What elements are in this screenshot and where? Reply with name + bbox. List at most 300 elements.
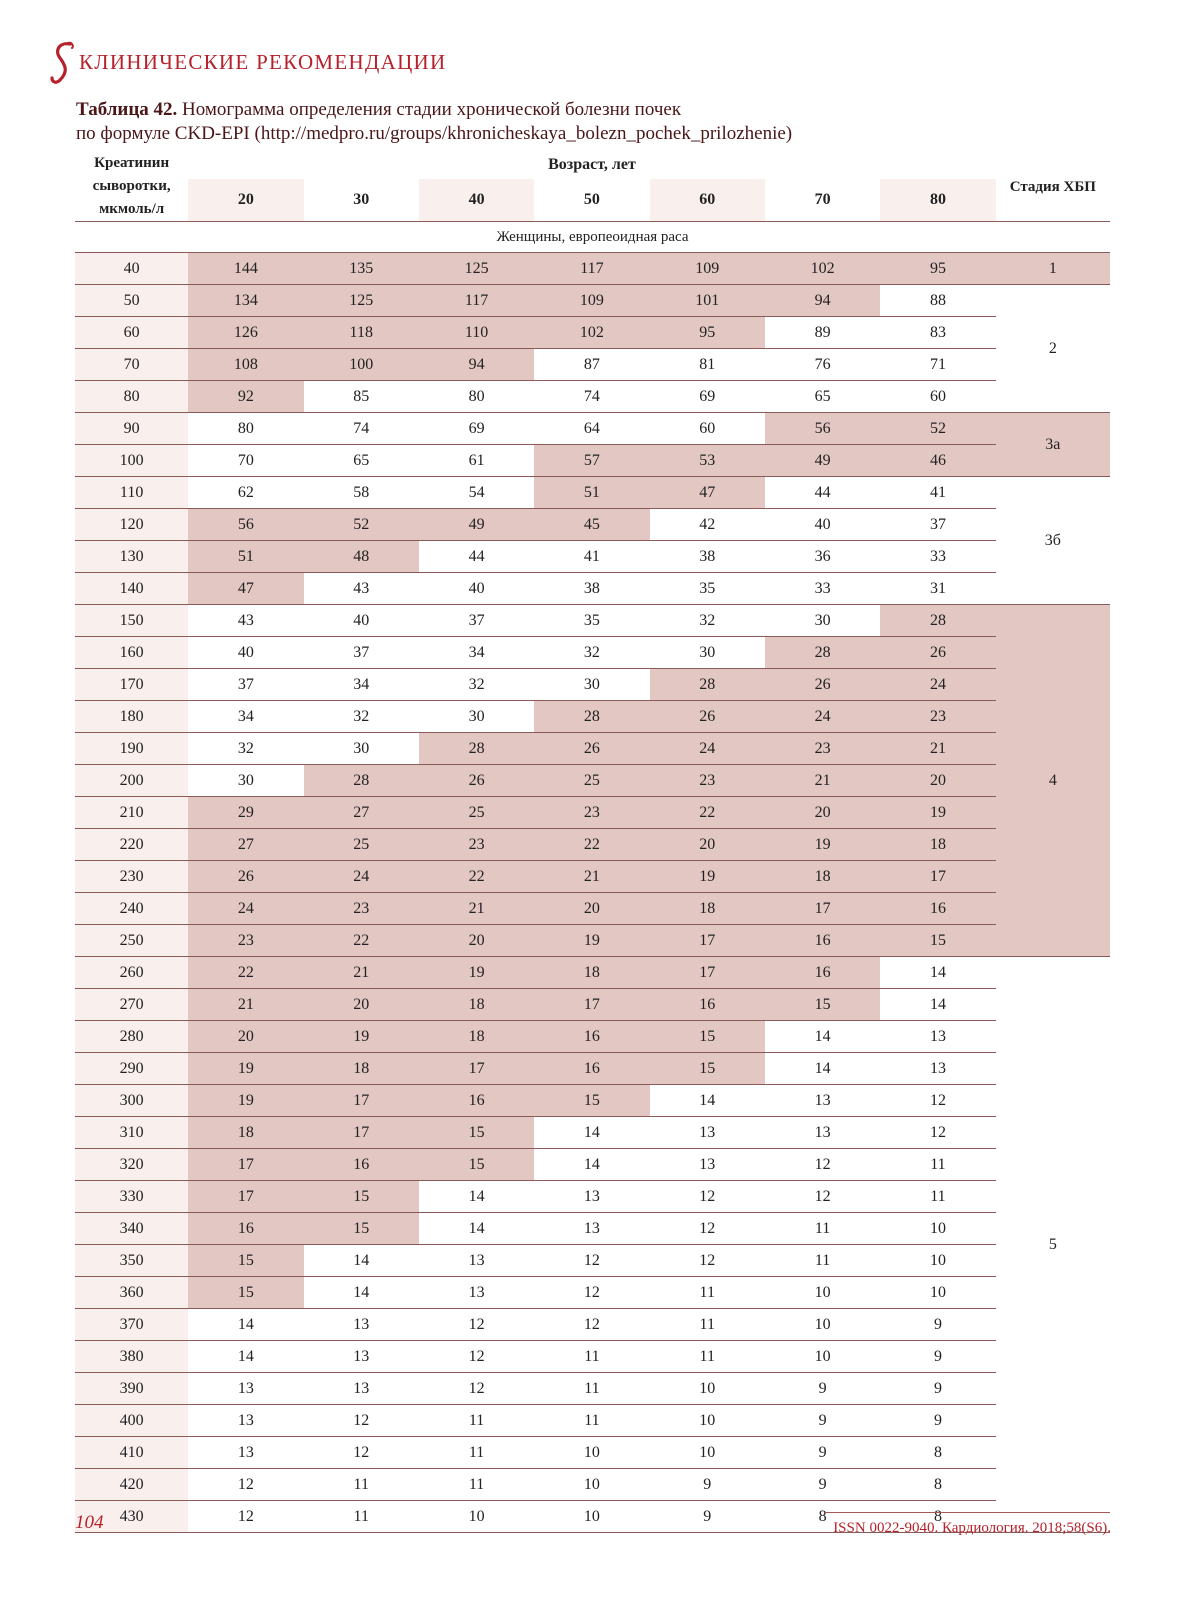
gfr-value-cell: 10 (880, 1277, 995, 1309)
gfr-value-cell: 25 (419, 797, 534, 829)
gfr-value-cell: 18 (419, 989, 534, 1021)
section-title: КЛИНИЧЕСКИЕ РЕКОМЕНДАЦИИ (79, 50, 447, 74)
gfr-value-cell: 126 (188, 317, 303, 349)
gfr-value-cell: 12 (188, 1501, 303, 1533)
gfr-value-cell: 13 (765, 1117, 880, 1149)
gfr-value-cell: 15 (188, 1277, 303, 1309)
gfr-value-cell: 109 (650, 253, 765, 285)
caption-table-number: Таблица 42. (76, 99, 178, 120)
gfr-value-cell: 11 (650, 1341, 765, 1373)
gfr-value-cell: 8 (765, 1501, 880, 1533)
gfr-value-cell: 18 (419, 1021, 534, 1053)
gfr-value-cell: 29 (188, 797, 303, 829)
gfr-value-cell: 25 (304, 829, 419, 861)
gfr-value-cell: 36 (765, 541, 880, 573)
gfr-value-cell: 15 (304, 1213, 419, 1245)
gfr-value-cell: 20 (880, 765, 995, 797)
gfr-value-cell: 14 (880, 989, 995, 1021)
gfr-value-cell: 14 (650, 1085, 765, 1117)
gfr-value-cell: 10 (534, 1501, 649, 1533)
gfr-value-cell: 54 (419, 477, 534, 509)
creatinine-cell: 180 (75, 701, 188, 733)
gfr-value-cell: 13 (188, 1373, 303, 1405)
table-row (75, 285, 1110, 317)
gfr-value-cell: 26 (188, 861, 303, 893)
gfr-value-cell: 16 (188, 1213, 303, 1245)
gfr-value-cell: 13 (880, 1021, 995, 1053)
stage-cell: 3б (996, 477, 1110, 605)
gfr-value-cell: 20 (419, 925, 534, 957)
table-row (75, 829, 1110, 861)
gfr-value-cell: 13 (534, 1181, 649, 1213)
gfr-value-cell: 21 (188, 989, 303, 1021)
creatinine-cell: 160 (75, 637, 188, 669)
gfr-value-cell: 37 (304, 637, 419, 669)
gfr-value-cell: 10 (650, 1373, 765, 1405)
gfr-value-cell: 109 (534, 285, 649, 317)
gfr-value-cell: 22 (304, 925, 419, 957)
header-stage: Стадия ХБП (996, 152, 1110, 222)
gfr-value-cell: 19 (880, 797, 995, 829)
gfr-value-cell: 13 (534, 1213, 649, 1245)
gfr-value-cell: 16 (534, 1053, 649, 1085)
gfr-value-cell: 21 (880, 733, 995, 765)
table-row (75, 1373, 1110, 1405)
gfr-value-cell: 102 (534, 317, 649, 349)
gfr-value-cell: 52 (304, 509, 419, 541)
gfr-value-cell: 14 (765, 1021, 880, 1053)
gfr-value-cell: 70 (188, 445, 303, 477)
table-row (75, 509, 1110, 541)
gfr-value-cell: 14 (534, 1117, 649, 1149)
table-row (75, 605, 1110, 637)
gfr-value-cell: 18 (188, 1117, 303, 1149)
gfr-value-cell: 11 (880, 1181, 995, 1213)
gfr-value-cell: 40 (188, 637, 303, 669)
gfr-value-cell: 34 (304, 669, 419, 701)
gfr-value-cell: 37 (880, 509, 995, 541)
gfr-value-cell: 21 (765, 765, 880, 797)
gfr-value-cell: 18 (765, 861, 880, 893)
gfr-value-cell: 9 (765, 1469, 880, 1501)
gfr-value-cell: 23 (880, 701, 995, 733)
gfr-value-cell: 17 (650, 925, 765, 957)
creatinine-cell: 140 (75, 573, 188, 605)
gfr-value-cell: 37 (188, 669, 303, 701)
gfr-value-cell: 8 (880, 1469, 995, 1501)
gfr-value-cell: 10 (419, 1501, 534, 1533)
table-row (75, 1405, 1110, 1437)
group-label: Женщины, европеоидная раса (75, 222, 1110, 253)
creatinine-cell: 370 (75, 1309, 188, 1341)
gfr-value-cell: 17 (188, 1181, 303, 1213)
gfr-value-cell: 22 (188, 957, 303, 989)
gfr-value-cell: 74 (304, 413, 419, 445)
gfr-value-cell: 49 (765, 445, 880, 477)
creatinine-cell: 130 (75, 541, 188, 573)
gfr-value-cell: 11 (304, 1469, 419, 1501)
age-header-cell: 80 (880, 179, 995, 222)
age-header-cell: 70 (765, 179, 880, 222)
creatinine-cell: 360 (75, 1277, 188, 1309)
gfr-value-cell: 26 (880, 637, 995, 669)
gfr-value-cell: 11 (304, 1501, 419, 1533)
table-row (75, 957, 1110, 989)
gfr-value-cell: 23 (419, 829, 534, 861)
gfr-value-cell: 34 (419, 637, 534, 669)
gfr-value-cell: 44 (765, 477, 880, 509)
gfr-value-cell: 26 (419, 765, 534, 797)
stage-cell: 5 (996, 957, 1110, 1533)
age-header-cell: 50 (534, 179, 649, 222)
gfr-value-cell: 12 (419, 1309, 534, 1341)
creatinine-cell: 400 (75, 1405, 188, 1437)
gfr-value-cell: 17 (419, 1053, 534, 1085)
gfr-value-cell: 26 (650, 701, 765, 733)
gfr-value-cell: 60 (650, 413, 765, 445)
gfr-value-cell: 64 (534, 413, 649, 445)
gfr-value-cell: 40 (765, 509, 880, 541)
gfr-value-cell: 11 (765, 1213, 880, 1245)
gfr-value-cell: 58 (304, 477, 419, 509)
creatinine-cell: 220 (75, 829, 188, 861)
gfr-value-cell: 18 (304, 1053, 419, 1085)
gfr-value-cell: 10 (534, 1437, 649, 1469)
gfr-value-cell: 12 (650, 1245, 765, 1277)
gfr-value-cell: 45 (534, 509, 649, 541)
creatinine-cell: 280 (75, 1021, 188, 1053)
table-row (75, 669, 1110, 701)
gfr-value-cell: 31 (880, 573, 995, 605)
table-row (75, 477, 1110, 509)
table-row (75, 925, 1110, 957)
gfr-value-cell: 13 (765, 1085, 880, 1117)
table-caption (76, 98, 1116, 146)
gfr-value-cell: 11 (419, 1405, 534, 1437)
gfr-value-cell: 41 (534, 541, 649, 573)
table-row (75, 445, 1110, 477)
gfr-value-cell: 85 (304, 381, 419, 413)
gfr-value-cell: 20 (650, 829, 765, 861)
gfr-value-cell: 19 (419, 957, 534, 989)
gfr-value-cell: 33 (880, 541, 995, 573)
gfr-value-cell: 125 (419, 253, 534, 285)
creatinine-cell: 200 (75, 765, 188, 797)
gfr-value-cell: 23 (765, 733, 880, 765)
gfr-value-cell: 38 (534, 573, 649, 605)
gfr-value-cell: 18 (650, 893, 765, 925)
gfr-value-cell: 74 (534, 381, 649, 413)
table-row (75, 1309, 1110, 1341)
gfr-value-cell: 10 (534, 1469, 649, 1501)
gfr-value-cell: 10 (880, 1213, 995, 1245)
gfr-value-cell: 26 (765, 669, 880, 701)
gfr-value-cell: 17 (765, 893, 880, 925)
creatinine-cell: 150 (75, 605, 188, 637)
creatinine-cell: 410 (75, 1437, 188, 1469)
gfr-value-cell: 17 (304, 1117, 419, 1149)
gfr-value-cell: 16 (419, 1085, 534, 1117)
gfr-value-cell: 30 (650, 637, 765, 669)
gfr-value-cell: 15 (650, 1053, 765, 1085)
gfr-value-cell: 21 (534, 861, 649, 893)
gfr-value-cell: 144 (188, 253, 303, 285)
gfr-value-cell: 8 (880, 1437, 995, 1469)
gfr-value-cell: 65 (304, 445, 419, 477)
table-row (75, 317, 1110, 349)
gfr-value-cell: 10 (765, 1277, 880, 1309)
table-row (75, 253, 1110, 285)
gfr-value-cell: 100 (304, 349, 419, 381)
table-row (75, 1149, 1110, 1181)
creatinine-cell: 190 (75, 733, 188, 765)
table-row (75, 861, 1110, 893)
creatinine-cell: 250 (75, 925, 188, 957)
table-row (75, 1181, 1110, 1213)
gfr-value-cell: 30 (419, 701, 534, 733)
gfr-value-cell: 71 (880, 349, 995, 381)
gfr-value-cell: 15 (534, 1085, 649, 1117)
gfr-value-cell: 9 (880, 1309, 995, 1341)
header-age: Возраст, лет (548, 156, 636, 174)
gfr-value-cell: 23 (650, 765, 765, 797)
gfr-value-cell: 17 (880, 861, 995, 893)
creatinine-cell: 260 (75, 957, 188, 989)
gfr-value-cell: 22 (419, 861, 534, 893)
table-row (75, 637, 1110, 669)
gfr-value-cell: 13 (880, 1053, 995, 1085)
gfr-value-cell: 12 (419, 1373, 534, 1405)
table-row (75, 573, 1110, 605)
gfr-value-cell: 23 (188, 925, 303, 957)
gfr-value-cell: 9 (765, 1373, 880, 1405)
gfr-value-cell: 40 (304, 605, 419, 637)
gfr-value-cell: 13 (419, 1245, 534, 1277)
gfr-value-cell: 27 (304, 797, 419, 829)
gfr-value-cell: 43 (188, 605, 303, 637)
stage-cell: 1 (996, 253, 1110, 285)
gfr-value-cell: 15 (765, 989, 880, 1021)
creatinine-cell: 240 (75, 893, 188, 925)
creatinine-cell: 110 (75, 477, 188, 509)
gfr-value-cell: 53 (650, 445, 765, 477)
gfr-value-cell: 28 (880, 605, 995, 637)
gfr-value-cell: 14 (419, 1213, 534, 1245)
creatinine-cell: 340 (75, 1213, 188, 1245)
gfr-value-cell: 10 (650, 1437, 765, 1469)
gfr-value-cell: 26 (534, 733, 649, 765)
gfr-value-cell: 20 (188, 1021, 303, 1053)
creatinine-cell: 80 (75, 381, 188, 413)
creatinine-cell: 230 (75, 861, 188, 893)
creatinine-cell: 350 (75, 1245, 188, 1277)
gfr-value-cell: 25 (534, 765, 649, 797)
gfr-value-cell: 40 (419, 573, 534, 605)
journal-citation: ISSN 0022-9040. Кардиология. 2018;58(S6). (833, 1520, 1111, 1536)
gfr-value-cell: 101 (650, 285, 765, 317)
gfr-value-cell: 19 (188, 1053, 303, 1085)
creatinine-cell: 60 (75, 317, 188, 349)
gfr-value-cell: 11 (419, 1469, 534, 1501)
gfr-value-cell: 17 (188, 1149, 303, 1181)
gfr-value-cell: 88 (880, 285, 995, 317)
gfr-value-cell: 32 (419, 669, 534, 701)
gfr-value-cell: 8 (880, 1501, 995, 1533)
gfr-value-cell: 118 (304, 317, 419, 349)
stage-cell: 2 (996, 285, 1110, 413)
gfr-value-cell: 24 (880, 669, 995, 701)
gfr-value-cell: 24 (765, 701, 880, 733)
gfr-value-cell: 16 (650, 989, 765, 1021)
gfr-value-cell: 13 (304, 1373, 419, 1405)
journal-logo-icon (46, 38, 80, 88)
gfr-value-cell: 16 (534, 1021, 649, 1053)
gfr-value-cell: 13 (304, 1341, 419, 1373)
gfr-value-cell: 102 (765, 253, 880, 285)
gfr-value-cell: 12 (304, 1437, 419, 1469)
gfr-value-cell: 17 (650, 957, 765, 989)
creatinine-cell: 330 (75, 1181, 188, 1213)
gfr-value-cell: 28 (650, 669, 765, 701)
gfr-value-cell: 11 (419, 1437, 534, 1469)
gfr-value-cell: 11 (765, 1245, 880, 1277)
gfr-value-cell: 30 (188, 765, 303, 797)
gfr-value-cell: 13 (304, 1309, 419, 1341)
table-row (75, 733, 1110, 765)
age-header-cell: 20 (188, 179, 303, 222)
gfr-value-cell: 9 (880, 1373, 995, 1405)
gfr-value-cell: 13 (650, 1149, 765, 1181)
gfr-value-cell: 10 (650, 1405, 765, 1437)
creatinine-cell: 70 (75, 349, 188, 381)
table-row (75, 1245, 1110, 1277)
gfr-value-cell: 110 (419, 317, 534, 349)
gfr-value-cell: 24 (304, 861, 419, 893)
age-header-cell: 40 (419, 179, 534, 222)
gfr-value-cell: 62 (188, 477, 303, 509)
caption-title: Номограмма определения стадии хронической болезни почек (182, 99, 682, 120)
creatinine-cell: 100 (75, 445, 188, 477)
gfr-value-cell: 14 (188, 1309, 303, 1341)
gfr-value-cell: 11 (534, 1373, 649, 1405)
gfr-value-cell: 19 (650, 861, 765, 893)
age-header-cell: 60 (650, 179, 765, 222)
gfr-value-cell: 11 (534, 1405, 649, 1437)
gfr-value-cell: 9 (880, 1405, 995, 1437)
table-row (75, 1213, 1110, 1245)
creatinine-cell: 380 (75, 1341, 188, 1373)
gfr-value-cell: 11 (880, 1149, 995, 1181)
gfr-value-cell: 18 (534, 957, 649, 989)
table-row (75, 1341, 1110, 1373)
gfr-value-cell: 108 (188, 349, 303, 381)
gfr-value-cell: 13 (188, 1437, 303, 1469)
gfr-value-cell: 16 (304, 1149, 419, 1181)
gfr-value-cell: 117 (419, 285, 534, 317)
gfr-value-cell: 61 (419, 445, 534, 477)
gfr-value-cell: 52 (880, 413, 995, 445)
creatinine-cell: 90 (75, 413, 188, 445)
gfr-value-cell: 60 (880, 381, 995, 413)
gfr-value-cell: 28 (534, 701, 649, 733)
gfr-value-cell: 14 (880, 957, 995, 989)
table-row (75, 541, 1110, 573)
creatinine-cell: 390 (75, 1373, 188, 1405)
gfr-value-cell: 134 (188, 285, 303, 317)
gfr-value-cell: 23 (534, 797, 649, 829)
gfr-value-cell: 11 (650, 1277, 765, 1309)
caption-source: по формуле CKD-EPI (http://medpro.ru/groups/khronicheskaya_bolezn_pochek_prilozhenie) (76, 123, 793, 144)
gfr-value-cell: 10 (765, 1341, 880, 1373)
table-row (75, 1085, 1110, 1117)
gfr-value-cell: 13 (188, 1405, 303, 1437)
table-row (75, 893, 1110, 925)
gfr-value-cell: 81 (650, 349, 765, 381)
gfr-value-cell: 12 (188, 1469, 303, 1501)
gfr-value-cell: 9 (650, 1501, 765, 1533)
gfr-value-cell: 47 (188, 573, 303, 605)
gfr-value-cell: 38 (650, 541, 765, 573)
gfr-value-cell: 24 (188, 893, 303, 925)
table-row (75, 989, 1110, 1021)
age-header-cell: 30 (304, 179, 419, 222)
gfr-value-cell: 33 (765, 573, 880, 605)
gfr-value-cell: 12 (880, 1117, 995, 1149)
gfr-value-cell: 80 (188, 413, 303, 445)
gfr-value-cell: 12 (534, 1277, 649, 1309)
gfr-value-cell: 56 (765, 413, 880, 445)
gfr-value-cell: 48 (304, 541, 419, 573)
gfr-value-cell: 28 (419, 733, 534, 765)
gfr-value-cell: 57 (534, 445, 649, 477)
gfr-value-cell: 14 (188, 1341, 303, 1373)
gfr-value-cell: 28 (765, 637, 880, 669)
gfr-value-cell: 16 (880, 893, 995, 925)
table-row (75, 701, 1110, 733)
gfr-value-cell: 117 (534, 253, 649, 285)
gfr-value-cell: 12 (880, 1085, 995, 1117)
table-row (75, 381, 1110, 413)
creatinine-cell: 310 (75, 1117, 188, 1149)
gfr-value-cell: 69 (419, 413, 534, 445)
gfr-value-cell: 12 (650, 1213, 765, 1245)
gfr-value-cell: 12 (650, 1181, 765, 1213)
gfr-value-cell: 15 (188, 1245, 303, 1277)
gfr-value-cell: 32 (534, 637, 649, 669)
gfr-value-cell: 95 (650, 317, 765, 349)
table-row (75, 413, 1110, 445)
gfr-value-cell: 9 (765, 1405, 880, 1437)
creatinine-cell: 120 (75, 509, 188, 541)
gfr-value-cell: 35 (650, 573, 765, 605)
gfr-value-cell: 92 (188, 381, 303, 413)
age-header-row (75, 179, 1110, 222)
gfr-value-cell: 19 (304, 1021, 419, 1053)
gfr-value-cell: 19 (188, 1085, 303, 1117)
gfr-value-cell: 24 (650, 733, 765, 765)
gfr-value-cell: 16 (765, 925, 880, 957)
gfr-value-cell: 46 (880, 445, 995, 477)
gfr-value-cell: 43 (304, 573, 419, 605)
gfr-value-cell: 135 (304, 253, 419, 285)
gfr-value-cell: 14 (765, 1053, 880, 1085)
gfr-value-cell: 21 (304, 957, 419, 989)
gfr-value-cell: 28 (304, 765, 419, 797)
gfr-value-cell: 34 (188, 701, 303, 733)
gfr-value-cell: 65 (765, 381, 880, 413)
gfr-value-cell: 15 (880, 925, 995, 957)
gfr-value-cell: 10 (880, 1245, 995, 1277)
